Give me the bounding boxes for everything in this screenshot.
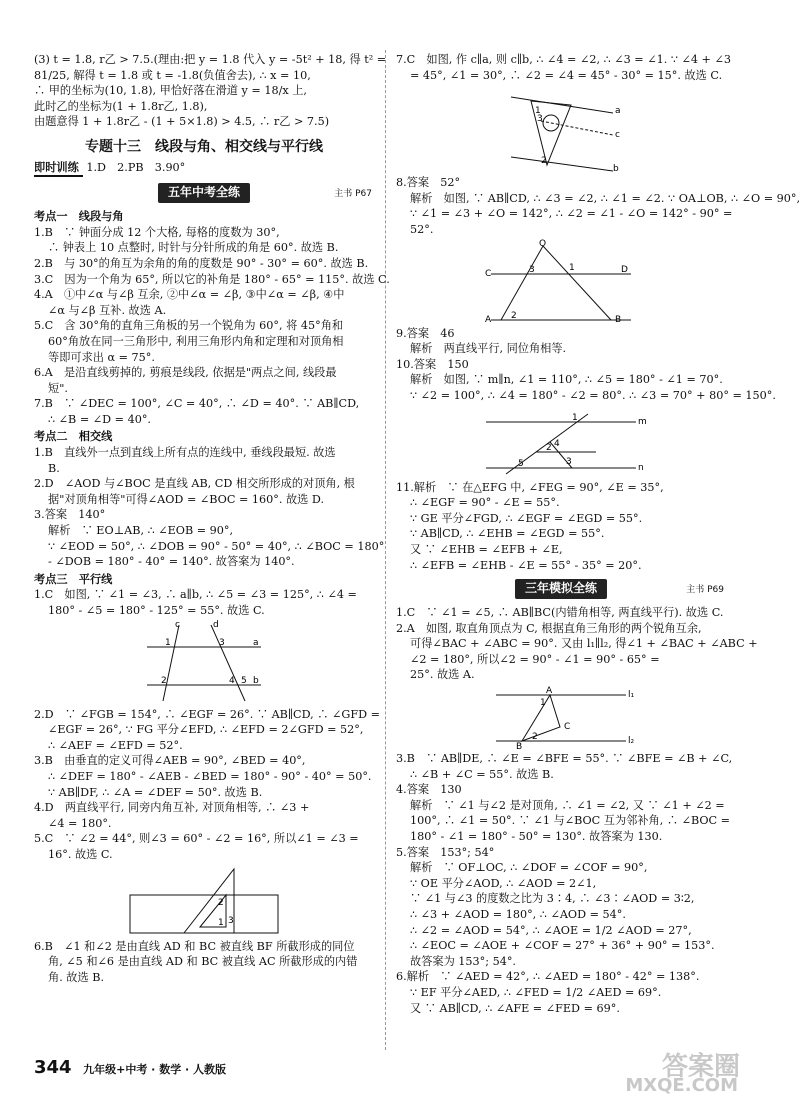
text-line: 又 ∵ ∠EHB = ∠EFB + ∠E,: [410, 542, 563, 556]
text-line: ∴ ∠AEF = ∠EFD = 52°.: [48, 738, 183, 752]
text-line: 81/25, 解得 t = 1.8 或 t = -1.8(负值舍去), ∴ x = 10,: [34, 68, 311, 82]
svg-text:1: 1: [535, 106, 541, 117]
watermark-logo: 答案圈: [661, 1052, 740, 1083]
text-line: 又 ∵ AB∥CD, ∴ ∠AFE = ∠FED = 69°.: [410, 1001, 620, 1015]
text-line: 7.C 如图, 作 c∥a, 则 c∥b, ∴ ∠4 = ∠2, ∴ ∠3 = ∠1. ∵ ∠4 + ∠3: [396, 53, 731, 66]
drill-answers: 1.D 2.PB 3.90°: [86, 160, 186, 174]
svg-text:5: 5: [518, 458, 524, 469]
svg-text:1: 1: [569, 262, 575, 273]
figure-parallel-lines-ab: [139, 621, 269, 705]
kp2-block: [34, 445, 385, 570]
page-footer: [34, 1057, 227, 1078]
kp2-title: 考点二 相交线: [34, 430, 113, 444]
left-column: [34, 52, 390, 985]
text-line: - ∠DOB = 180° - 40° = 140°. 故答案为 140°.: [48, 555, 295, 569]
text-line: 11.解析 ∵ 在△EFG 中, ∠FEG = 90°, ∠E = 35°,: [396, 480, 664, 494]
text-line: 据"对顶角相等"可得∠AOD = ∠BOC = 160°. 故选 D.: [48, 492, 325, 506]
svg-text:3: 3: [537, 114, 543, 125]
svg-text:2: 2: [161, 675, 167, 686]
text-line: 故答案为 153°; 54°.: [410, 954, 516, 968]
text-line: ∴ ∠B = ∠D = 40°.: [48, 412, 151, 426]
text-line: 3.B 由垂直的定义可得∠AEB = 90°, ∠BED = 40°,: [34, 754, 306, 768]
text-line: 8.答案 52°: [396, 176, 461, 190]
text-line: 25°. 故选 A.: [410, 668, 475, 682]
text-line: ∵ OE 平分∠AOD, ∴ ∠AOD = 2∠1,: [410, 876, 597, 890]
svg-text:A: A: [485, 314, 492, 325]
text-line: 1.B 直线外一点到直线上所有点的连线中, 垂线段最短. 故选: [34, 446, 336, 460]
text-line: ∵ AB∥DF, ∴ ∠A = ∠DEF = 50°. 故选 B.: [48, 785, 263, 799]
text-line: 角, ∠5 和∠6 是由直线 AD 和 BC 被直线 AC 所截形成的内错: [48, 955, 358, 969]
kp1-block: [34, 225, 390, 428]
svg-text:3: 3: [228, 915, 234, 926]
text-line: 52°.: [410, 222, 434, 236]
section-banner: 三年模拟全练: [515, 579, 607, 599]
text-line: 解析 ∵ OF⊥OC, ∴ ∠DOF = ∠COF = 90°,: [410, 861, 648, 875]
svg-text:B: B: [516, 742, 523, 753]
page-reference: 主书 P69: [686, 585, 724, 596]
text-line: ∠2 = 180°, 所以∠2 = 90° - ∠1 = 90° - 65° =: [410, 652, 660, 666]
svg-text:b: b: [253, 675, 259, 686]
text-line: 7.B ∵ ∠DEC = 100°, ∠C = 40°, ∴ ∠D = 40°. ∵ AB∥CD,: [34, 397, 360, 411]
svg-text:2: 2: [218, 897, 224, 908]
section-banner: 五年中考全练: [158, 183, 250, 203]
page-reference: 主书 P67: [334, 189, 372, 200]
mock-q3-q6-block: [396, 751, 733, 1016]
text-line: ∵ ∠2 = 100°, ∴ ∠4 = 180° - ∠2 = 80°. ∴ ∠3 = 70° + 80° = 150°.: [410, 388, 776, 402]
svg-text:2: 2: [546, 442, 552, 453]
svg-text:1: 1: [165, 637, 171, 648]
text-line: 2.D ∠AOD 与∠BOC 是直线 AB, CD 相交所形成的对顶角, 根: [34, 477, 355, 491]
svg-text:5: 5: [241, 675, 247, 686]
text-line: ∵ GE 平分∠FGD, ∴ ∠EGF = ∠EGD = 55°.: [410, 511, 643, 525]
q9-q10-block: [396, 326, 776, 404]
text-line: ∠α 与∠β 互补. 故选 A.: [48, 303, 167, 317]
text-line: 3.C 因为一个角为 65°, 所以它的补角是 180° - 65° = 115°. 故选 C.: [34, 272, 390, 286]
text-line: 100°, ∴ ∠1 = 50°. ∵ ∠1 与∠BOC 互为邻补角, ∴ ∠BOC =: [410, 814, 731, 828]
svg-text:B: B: [615, 314, 622, 325]
text-line: ∴ ∠EGF = 90° - ∠E = 55°.: [410, 496, 560, 510]
section-header: [396, 579, 726, 601]
text-line: 等即可求出 α = 75°.: [48, 350, 155, 364]
text-line: 180° - ∠1 = 180° - 50° = 130°. 故答案为 130.: [410, 830, 663, 844]
text-line: 可得∠BAC + ∠ABC = 90°. 又由 l₁∥l₂, 得∠1 + ∠BAC + ∠ABC +: [410, 637, 758, 651]
text-line: (3) t = 1.8, r乙 > 7.5.(理由:把 y = 1.8 代入 y = -5t² + 18, 得 t² =: [34, 53, 387, 66]
kp1-title: 考点一 线段与角: [34, 210, 124, 224]
svg-text:l₁: l₁: [628, 690, 635, 701]
svg-text:m: m: [638, 416, 647, 427]
svg-text:2: 2: [541, 156, 547, 167]
text-line: = 45°, ∠1 = 30°, ∴ ∠2 = ∠4 = 45° - 30° = 15°. 故选 C.: [410, 68, 723, 82]
text-line: 5.C ∵ ∠2 = 44°, 则∠3 = 60° - ∠2 = 16°, 所以∠1 = ∠3 =: [34, 832, 359, 846]
text-line: ∵ EF 平分∠AED, ∴ ∠FED = 1/2 ∠AED = 69°.: [410, 985, 662, 999]
svg-text:b: b: [613, 164, 619, 175]
q8-block: [396, 175, 800, 237]
drill-row: [34, 160, 374, 178]
text-line: ∴ 甲的坐标为(10, 1.8), 甲恰好落在滑道 y = 18/x 上,: [34, 84, 307, 98]
svg-text:c: c: [175, 619, 180, 630]
text-line: ∵ AB∥CD, ∴ ∠EHB = ∠EGD = 55°.: [410, 527, 605, 541]
figure-right-triangle-l1-l2: [486, 685, 636, 753]
text-line: 3.答案 140°: [34, 508, 106, 522]
q11-block: [396, 480, 726, 574]
text-line: 短".: [48, 381, 68, 395]
text-line: 4.A ①中∠α 与∠β 互余, ②中∠α = ∠β, ③中∠α = ∠β, ④中: [34, 288, 345, 302]
text-line: 16°. 故选 C.: [48, 847, 113, 861]
svg-text:C: C: [485, 268, 492, 279]
svg-text:3: 3: [529, 264, 535, 275]
svg-text:3: 3: [219, 637, 225, 648]
text-line: 1.C ∵ ∠1 = ∠5, ∴ AB∥BC(内错角相等, 两直线平行). 故选 C.: [396, 606, 724, 620]
text-line: 2.A 如图, 取直角顶点为 C, 根据直角三角形的两个锐角互余,: [396, 621, 702, 635]
text-line: 2.B 与 30°的角互为余角的角的度数是 90° - 30° = 60°. 故选 B.: [34, 256, 369, 270]
text-line: 解析 ∵ EO⊥AB, ∴ ∠EOB = 90°,: [48, 524, 234, 538]
svg-text:l₂: l₂: [628, 736, 635, 747]
text-line: ∴ ∠EFB = ∠EHB - ∠E = 55° - 35° = 20°.: [410, 558, 642, 572]
text-line: 5.C 含 30°角的直角三角板的另一个锐角为 60°, 将 45°角和: [34, 319, 344, 333]
svg-text:D: D: [621, 264, 628, 275]
text-line: 6.解析 ∵ ∠AED = 42°, ∴ ∠AED = 180° - 42° = 138°.: [396, 970, 700, 984]
kp3-block-a: [34, 587, 374, 618]
text-line: 1.C 如图, ∵ ∠1 = ∠3, ∴ a∥b, ∴ ∠5 = ∠3 = 125°, ∴ ∠4 =: [34, 588, 357, 602]
column-divider: [385, 50, 386, 1050]
text-line: 角. 故选 B.: [48, 970, 105, 984]
text-line: ∠EGF = 26°, ∵ FG 平分∠EFD, ∴ ∠EFD = 2∠GFD = 52°,: [48, 723, 364, 737]
svg-text:4: 4: [554, 438, 560, 449]
kp3-block-b: [34, 707, 380, 863]
text-line: 180° - ∠5 = 180° - 125° = 55°. 故选 C.: [48, 604, 265, 617]
text-line: 60°角放在同一三角形中, 利用三角形内角和定理和对顶角相: [48, 334, 344, 348]
text-line: 此时乙的坐标为(1 + 1.8r乙, 1.8),: [34, 99, 208, 113]
text-line: 10.答案 150: [396, 357, 469, 371]
svg-text:2: 2: [532, 732, 538, 743]
svg-text:2: 2: [511, 310, 517, 321]
text-line: 1.B ∵ 钟面分成 12 个大格, 每格的度数为 30°,: [34, 225, 280, 239]
intro-block: [34, 52, 387, 130]
svg-text:C: C: [564, 722, 571, 733]
text-line: 由题意得 1 + 1.8r乙 - (1 + 5×1.8) > 4.5, ∴ r乙 > 7.5): [34, 115, 330, 129]
text-line: ∴ ∠3 + ∠AOD = 180°, ∴ ∠AOD = 54°.: [410, 908, 626, 921]
text-line: 9.答案 46: [396, 326, 455, 340]
section-header: [34, 183, 374, 205]
q7-block: [396, 52, 731, 83]
svg-text:a: a: [615, 106, 621, 117]
svg-text:O: O: [539, 238, 547, 249]
text-line: 2.D ∵ ∠FGB = 154°, ∴ ∠EGF = 26°. ∵ AB∥CD, ∴ ∠GFD =: [34, 707, 380, 721]
text-line: ∵ ∠1 与∠3 的度数之比为 3∶4, ∴ ∠3∶∠AOD = 3∶2,: [410, 892, 695, 906]
text-line: ∴ ∠B + ∠C = 55°. 故选 B.: [410, 767, 554, 781]
text-line: ∴ 钟表上 10 点整时, 时针与分针所成的角是 60°. 故选 B.: [48, 241, 339, 255]
svg-text:4: 4: [229, 675, 235, 686]
svg-text:1: 1: [218, 917, 224, 928]
text-line: B.: [48, 461, 60, 475]
text-line: 解析 ∵ ∠1 与∠2 是对顶角, ∴ ∠1 = ∠2, 又 ∵ ∠1 + ∠2 =: [410, 798, 725, 812]
svg-text:c: c: [615, 130, 620, 141]
figure-set-square-lines: [501, 85, 621, 173]
svg-text:1: 1: [572, 412, 578, 423]
page-number: 344: [34, 1057, 72, 1078]
figure-triangle-parallel-ab-cd: [481, 240, 641, 324]
text-line: 4.D 两直线平行, 同旁内角互补, 对顶角相等, ∴ ∠3 +: [34, 801, 310, 815]
topic-title: 专题十三 线段与角、相交线与平行线: [85, 138, 323, 155]
svg-text:d: d: [213, 619, 219, 630]
svg-text:a: a: [253, 637, 259, 648]
text-line: 6.A 是沿直线剪掉的, 剪痕是线段, 依据是"两点之间, 线段最: [34, 366, 337, 380]
text-line: 解析 如图, ∵ m∥n, ∠1 = 110°, ∴ ∠5 = 180° - ∠1 = 70°.: [410, 373, 723, 387]
book-title: 九年级+中考 · 数学 · 人教版: [83, 1063, 227, 1076]
text-line: ∴ ∠DEF = 180° - ∠AEB - ∠BED = 180° - 90° - 40° = 50°.: [48, 769, 372, 783]
text-line: 解析 如图, ∵ AB∥CD, ∴ ∠3 = ∠2, ∴ ∠1 = ∠2. ∵ OA⊥OB, ∴ ∠O = 90°,: [410, 191, 800, 205]
right-column: [396, 52, 800, 1016]
svg-text:1: 1: [540, 698, 546, 709]
text-line: 3.B ∵ AB∥DE, ∴ ∠E = ∠BFE = 55°. ∵ ∠BFE = ∠B + ∠C,: [396, 752, 733, 766]
figure-triangle-ruler: [124, 865, 284, 937]
text-line: ∵ ∠EOD = 50°, ∴ ∠DOB = 90° - 50° = 40°, ∴ ∠BOC = 180°: [48, 539, 385, 553]
figure-parallel-mn: [476, 406, 646, 478]
svg-text:A: A: [546, 686, 553, 697]
mock-q1-q2-block: [396, 605, 758, 683]
text-line: ∵ ∠1 = ∠3 + ∠O = 142°, ∴ ∠2 = ∠1 - ∠O = 142° - 90° =: [410, 207, 733, 221]
kp3-block-c: [34, 939, 374, 986]
drill-label: 即时训练: [34, 160, 83, 178]
watermark-url: MXQE.COM: [625, 1075, 738, 1096]
text-line: 解析 两直线平行, 同位角相等.: [410, 342, 567, 356]
text-line: 5.答案 153°; 54°: [396, 845, 495, 859]
text-line: 6.B ∠1 和∠2 是由直线 AD 和 BC 被直线 BF 所截形成的同位: [34, 939, 355, 953]
text-line: ∠4 = 180°.: [48, 816, 112, 830]
svg-text:3: 3: [566, 456, 572, 467]
svg-text:n: n: [638, 462, 644, 473]
text-line: ∴ ∠2 = ∠AOD = 54°, ∴ ∠AOE = 1/2 ∠AOD = 27°,: [410, 923, 692, 937]
kp3-title: 考点三 平行线: [34, 572, 113, 586]
text-line: 4.答案 130: [396, 783, 462, 797]
text-line: ∴ ∠EOC = ∠AOE + ∠COF = 27° + 36° + 90° = 153°.: [410, 939, 715, 953]
